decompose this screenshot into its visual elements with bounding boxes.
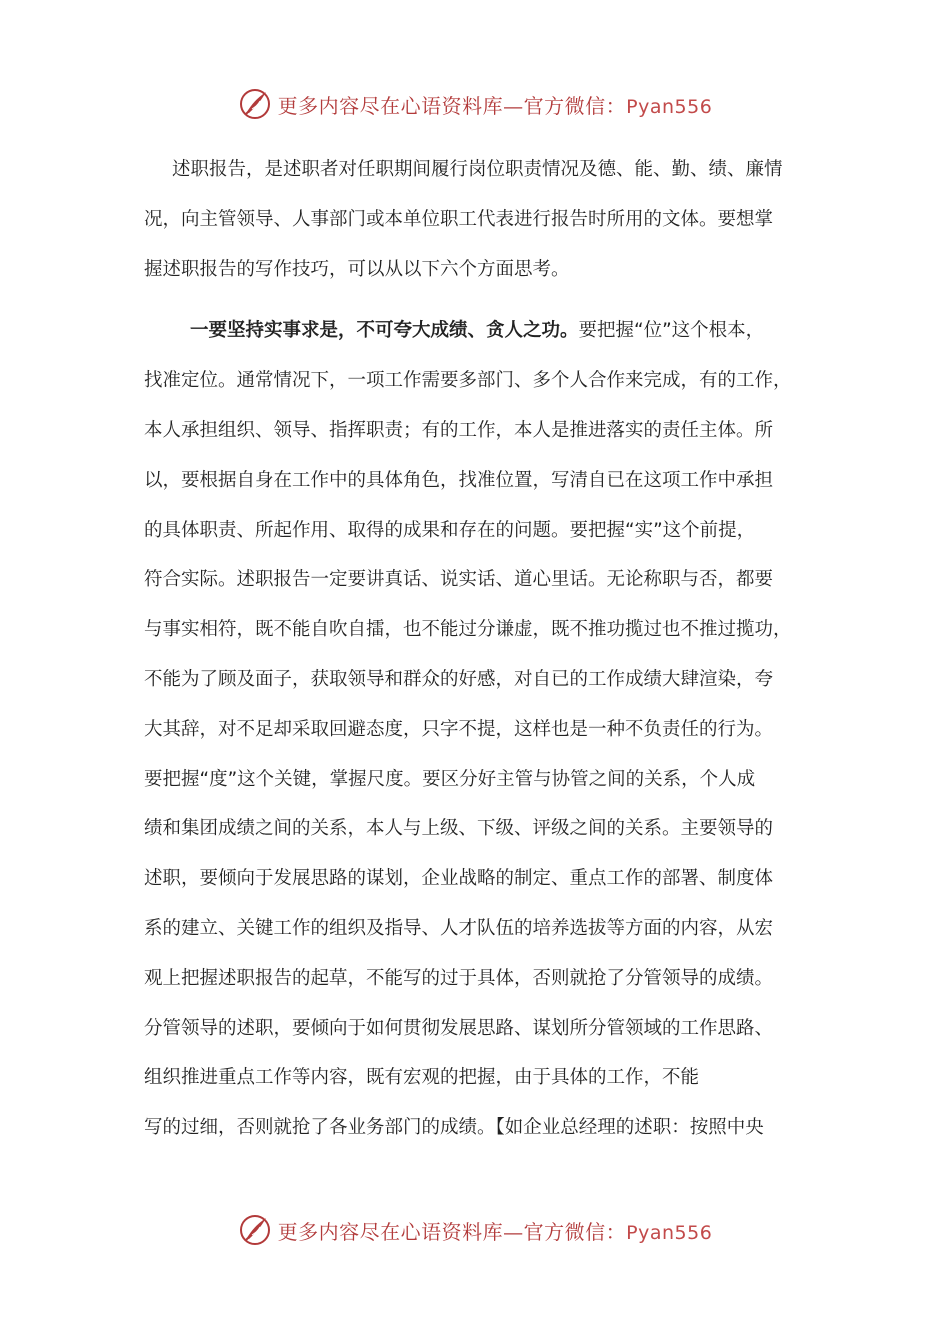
paragraph-line: 的具体职责、所起作用、取得的成果和存在的问题。要把握“实”这个前提， [144, 519, 756, 541]
header-wechat-handle: Pyan556 [626, 95, 713, 118]
paragraph-line: 握述职报告的写作技巧，可以从以下六个方面思考。 [144, 258, 570, 280]
paragraph-first-line [144, 306, 808, 356]
paragraph-line: 系的建立、关键工作的组织及指导、人才队伍的培养选拔等方面的内容，从宏 [144, 917, 774, 939]
paragraph-line: 述职，要倾向于发展思路的谋划，企业战略的制定、重点工作的部署、制度体 [144, 868, 774, 890]
paragraph-line: 写的过细，否则就抢了各业务部门的成绩。【如企业总经理的述职：按照中央 [144, 1117, 764, 1139]
paragraph-line-rest: 要把握“位”这个根本， [578, 320, 765, 342]
paragraph-line: 要把握“度”这个关键，掌握尺度。要区分好主管与协管之间的关系，个人成 [144, 768, 756, 790]
paragraph-line: 绩和集团成绩之间的关系，本人与上级、下级、评级之间的关系。主要领导的 [144, 818, 774, 840]
paragraph-line: 与事实相符，既不能自吹自擂，也不能过分谦虚，既不推功揽过也不推过揽功， [144, 619, 792, 641]
paragraph-line: 本人承担组织、领导、指挥职责；有的工作，本人是推进落实的责任主体。所 [144, 419, 774, 441]
quill-pen-logo-icon [238, 87, 272, 121]
document-body [144, 145, 808, 1153]
footer-brand-text: 更多内容尽在心语资料库—官方微信：Pyan556 [277, 1219, 713, 1244]
header-banner [0, 82, 950, 126]
paragraph-line: 大其辞，对不足却采取回避态度，只字不提，这样也是一种不负责任的行为。 [144, 718, 774, 740]
paragraph-line: 观上把握述职报告的起草，不能写的过于具体，否则就抢了分管领导的成绩。 [144, 967, 774, 989]
paragraph-line: 找准定位。通常情况下，一项工作需要多部门、多个人合作来完成，有的工作， [144, 370, 792, 392]
paragraph-line: 不能为了顾及面子，获取领导和群众的好感，对自已的工作成绩大肆渲染，夸 [144, 668, 774, 690]
footer-banner [0, 1208, 950, 1252]
header-brand-text: 更多内容尽在心语资料库—官方微信：Pyan556 [277, 93, 713, 118]
bold-heading: 一要坚持实事求是，不可夸大成绩、贪人之功。 [190, 320, 579, 342]
paragraph-line: 以，要根据自身在工作中的具体角色，找准位置，写清自已在这项工作中承担 [144, 469, 774, 491]
paragraph-line: 符合实际。述职报告一定要讲真话、说实话、道心里话。无论称职与否，都要 [144, 569, 774, 591]
paragraph-principle-one [144, 306, 808, 1153]
paragraph-line: 况，向主管领导、人事部门或本单位职工代表进行报告时所用的文体。要想掌 [144, 208, 774, 230]
quill-pen-logo-icon [238, 1213, 272, 1247]
paragraph-line: 分管领导的述职，要倾向于如何贯彻发展思路、谋划所分管领域的工作思路、 [144, 1017, 774, 1039]
footer-wechat-handle: Pyan556 [626, 1221, 713, 1244]
paragraph-intro [144, 145, 808, 294]
paragraph-line: 述职报告，是述职者对任职期间履行岗位职责情况及德、能、勤、绩、廉情 [172, 159, 783, 180]
paragraph-line: 组织推进重点工作等内容，既有宏观的把握，由于具体的工作，不能 [144, 1067, 700, 1089]
